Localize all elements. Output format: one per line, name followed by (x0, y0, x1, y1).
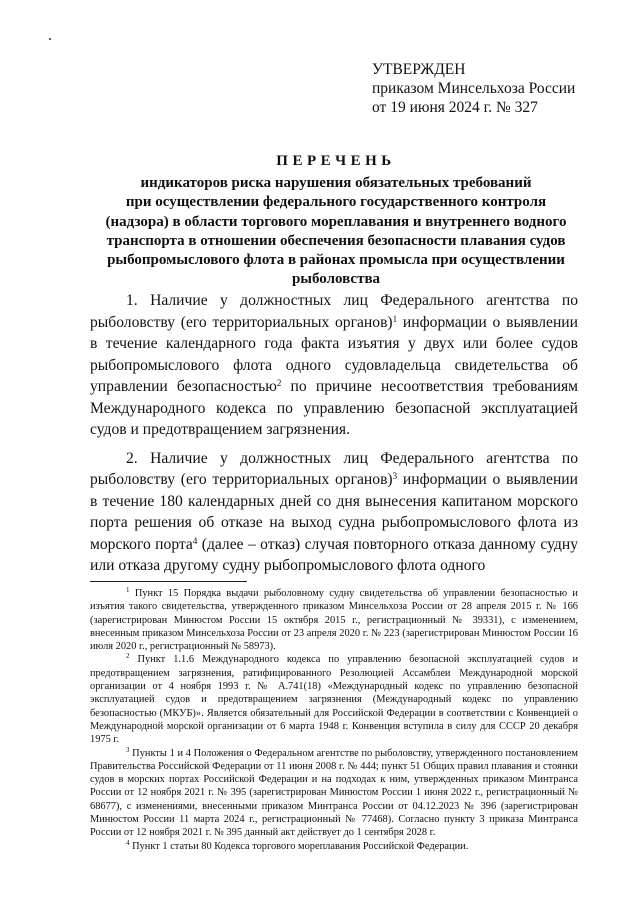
approval-line-3: от 19 июня 2024 г. № 327 (372, 99, 538, 116)
footnote-2-mark: 2 (126, 652, 130, 661)
footnote-ref-1: 1 (392, 313, 398, 324)
footnote-2 (90, 653, 578, 746)
title-line-6: рыболовства (291, 271, 381, 288)
approval-line-1: УТВЕРЖДЕН (372, 61, 466, 78)
footnote-3-mark: 3 (126, 745, 130, 754)
paragraph-2-part-b: информации о выявлении в течение 180 календарных дней со дня вынесения капитаном морского порта решения об отказе на выход судна рыбопромыслового флота из морского порта (90, 471, 578, 553)
footnote-separator (90, 581, 247, 582)
footnote-4-text: Пункт 1 статьи 80 Кодекса торгового мореплавания Российской Федерации. (129, 840, 469, 852)
approval-line-2: приказом Минсельхоза России (372, 80, 576, 97)
footnote-4-mark: 4 (126, 838, 130, 847)
footnote-1 (90, 587, 578, 653)
paragraph-2-part-c: (далее – отказ) случая повторного отказа данному судну или отказа другому судну рыбопромыслового флота одного (90, 535, 578, 574)
footnote-2-text: Пункт 1.1.6 Международного кодекса по управлению безопасной эксплуатацией судов и предотвращением загрязнения, ратифицированного Резолюцией Ассамблеи Международной морской организации от 4 ноября 1993 г. № А.741(18) «Международный кодекс по управлению безопасной эксплуатацией судов и предотвращением загрязнения (Международный кодекс по управлению безопасностью (МКУБ)». Является обязательный для Российской Федерации в соответствии с Конвенцией о Международной морской организации от 6 марта 1948 г. Конвенция вступила в силу для СССР 20 декабря 1975 г. (90, 654, 578, 746)
footnote-ref-2: 2 (276, 378, 282, 388)
paragraph-1 (90, 290, 578, 441)
footnote-4 (90, 840, 578, 853)
footnote-ref-3: 3 (392, 471, 398, 481)
title-heading: ПЕРЕЧЕНЬ (276, 153, 396, 169)
paragraph-2 (90, 448, 578, 577)
title-line-4: транспорта в отношении обеспечения безопасности плавания судов (106, 232, 566, 249)
scan-speck (49, 38, 51, 40)
paragraph-1-part-b: информации о выявлении в течение календарного года факта изъятия у двух или более судов рыбопромыслового флота одного судовладельца свидетельства об управлении безопасностью (90, 313, 578, 395)
footnotes (90, 587, 578, 853)
body-text (90, 290, 578, 577)
footnote-3-text: Пункты 1 и 4 Положения о Федеральном агентстве по рыболовству, утвержденного постановлением Правительства Российской Федерации от 11 июня 2008 г. № 444; пункт 51 Общих правил плавания и стоянки судов в морских портах Российской Федерации и на подходах к ним, утвержденных приказом Минтранса России от 12 ноября 2021 г. № 395 (зарегистрирован Минюстом России 1 июня 2022 г., регистрационный № 68677), с изменениями, внесенными приказом Минтранса России от 04.12.2023 № 396 (зарегистрирован Минюстом России 11 марта 2024 г., регистрационный № 77468). Согласно пункту 3 приказа Минтранса России от 12 ноября 2021 г. № 395 данный акт действует до 1 сентября 2028 г. (90, 747, 578, 839)
paragraph-1-part-c: по причине несоответствия требованиям Международного кодекса по управлению безопасной эксплуатацией судов и предотвращением загрязнения. (90, 378, 578, 438)
title-line-5: рыбопромыслового флота в районах промысла при осуществлении (107, 252, 565, 269)
title-line-2: при осуществлении федерального государственного контроля (125, 194, 547, 211)
title-line-1: индикаторов риска нарушения обязательных требований (140, 175, 532, 192)
title-line-3: (надзора) в области торгового мореплавания и внутреннего водного (105, 213, 567, 230)
document-title (88, 152, 584, 289)
footnote-1-text: Пункт 15 Порядка выдачи рыболовному судну свидетельства об управлении безопасностью и изъятия такого свидетельства, утвержденного приказом Минсельхоза России от 28 апреля 2015 г. № 166 (зарегистрирован Минюстом России 15 октября 2015 г., регистрационный № 39331), с изменением, внесенным приказом Минсельхоза России от 23 апреля 2020 г. № 223 (зарегистрирован Минюстом России 16 июля 2020 г., регистрационный № 58973). (90, 588, 578, 653)
approval-stamp (372, 60, 612, 117)
footnote-1-mark: 1 (126, 586, 130, 594)
footnote-3 (90, 747, 578, 840)
paragraph-1-part-a: 1. Наличие у должностных лиц Федерального агентства по рыболовству (его территориальных органов) (90, 292, 578, 331)
footnote-ref-4: 4 (192, 535, 198, 546)
paragraph-2-part-a: 2. Наличие у должностных лиц Федерального агентства по рыболовству (его территориальных органов) (90, 449, 578, 488)
